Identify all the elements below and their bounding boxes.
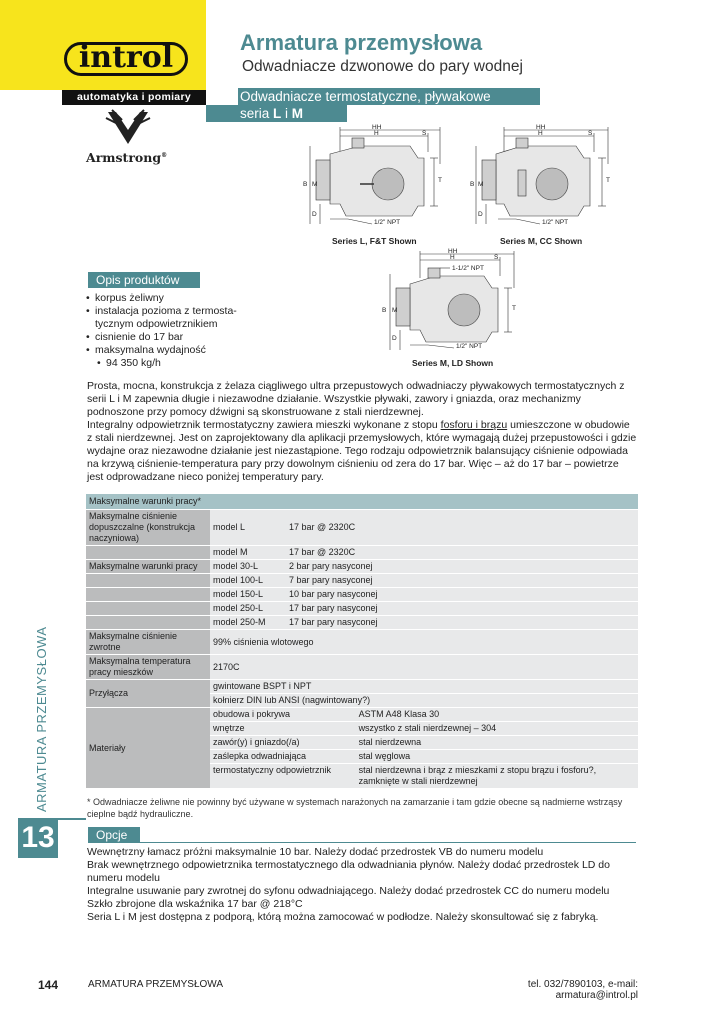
svg-text:D: D xyxy=(478,211,483,218)
footnote: * Odwadniacze żeliwne nie powinny być używane w systemach narażonych na zamarzanie i tam gdzie obecne są nadmierne wstrząsy cieplne bądź hydrauliczne. xyxy=(87,797,623,819)
svg-text:H: H xyxy=(538,130,543,137)
diagram-caption: Series M, LD Shown xyxy=(412,358,494,368)
footer-contact: tel. 032/7890103, e-mail: armatura@introl.pl xyxy=(527,979,638,1001)
svg-text:S: S xyxy=(494,254,499,261)
series-heading-line2: seria L i M xyxy=(240,106,304,121)
table-cell: ASTM A48 Klasa 30 xyxy=(356,708,638,722)
table-cell: 17 bar @ 2320C xyxy=(286,510,638,546)
table-cell: model 100-L xyxy=(210,574,286,588)
section-tag-opcje: Opcje xyxy=(88,827,140,843)
section-tag-opis: Opis produktów xyxy=(88,272,200,288)
table-cell: 10 bar pary nasyconej xyxy=(286,588,638,602)
table-cell: model 150-L xyxy=(210,588,286,602)
svg-text:1/2" NPT: 1/2" NPT xyxy=(456,343,483,350)
svg-text:B: B xyxy=(470,181,475,188)
svg-text:D: D xyxy=(312,211,317,218)
armstrong-logo-icon xyxy=(102,108,154,146)
svg-text:1/2" NPT: 1/2" NPT xyxy=(374,219,401,226)
row-label: Maksymalne warunki pracy xyxy=(86,560,210,574)
page-subtitle: Odwadniacze dzwonowe do pary wodnej xyxy=(242,58,523,75)
svg-text:1/2" NPT: 1/2" NPT xyxy=(542,219,569,226)
table-cell: model 250-L xyxy=(210,602,286,616)
row-label: Maksymalna temperatura pracy mieszków xyxy=(86,655,210,680)
svg-text:B: B xyxy=(382,307,387,314)
diagram-caption: Series M, CC Shown xyxy=(500,236,583,246)
table-cell: 17 bar pary nasyconej xyxy=(286,616,638,630)
options-list xyxy=(87,846,642,924)
row-label: Materiały xyxy=(86,708,210,789)
list-item: • maksymalna wydajność xyxy=(86,344,286,357)
list-item: Szkło zbrojone dla wskaźnika 17 bar @ 218°C xyxy=(87,898,303,910)
specs-table xyxy=(86,494,638,789)
tagline: automatyka i pomiary xyxy=(62,90,206,105)
product-description xyxy=(87,380,637,484)
page-number: 144 xyxy=(38,978,59,992)
table-cell: zaślepka odwadniająca xyxy=(210,750,356,764)
list-item: • instalacja pozioma z termosta-tycznym odpowietrznikiem xyxy=(86,305,255,331)
table-cell: model 30-L xyxy=(210,560,286,574)
list-item: Integralne usuwanie pary zwrotnej do syfonu odwadniającego. Należy dodać przedrostek CC do numeru modelu xyxy=(87,885,610,897)
section-rule xyxy=(88,842,636,843)
svg-text:S: S xyxy=(588,130,593,137)
svg-text:T: T xyxy=(438,177,442,184)
svg-text:M: M xyxy=(478,181,484,188)
row-label: Przyłącza xyxy=(86,680,210,708)
table-cell: wnętrze xyxy=(210,722,356,736)
armstrong-logo-text: Armstrong® xyxy=(86,150,168,165)
table-cell: obudowa i pokrywa xyxy=(210,708,356,722)
svg-text:HH: HH xyxy=(448,248,458,255)
list-item: Brak wewnętrznego odpowietrznika termostatycznego dla odwadniania płynów. Należy dodać przedrostek LD do numeru modelu xyxy=(87,859,610,884)
introl-logo: introl xyxy=(78,40,174,75)
svg-text:H: H xyxy=(450,254,455,261)
row-label: Maksymalne ciśnienie zwrotne xyxy=(86,630,210,655)
paragraph: Integralny odpowietrznik termostatyczny zawiera mieszki wykonane z stopu fosforu i brązu umieszczone w obudowie z stali nierdzewnej. Jest on zaprojektowany dla aplikacji przemysłowych, które wymagają dużej przepustowości i gdzie wydajne oraz niezawodne działanie jest niezastąpione. Tego rodzaju odpowietrznik balansujący ciśnienie odpowiada na krzywą ciśnienie-temperatura pary przy dowolnym ciśnieniu od zera do 17 bar. Więc – aż do 17 bar – powietrze jest odprowadzane nieco poniżej temperatury pary. xyxy=(87,419,637,483)
svg-text:D: D xyxy=(392,335,397,342)
table-cell: model L xyxy=(210,510,286,546)
table-cell: model 250-M xyxy=(210,616,286,630)
table-cell: gwintowane BSPT i NPT xyxy=(210,680,638,694)
capacity-value: • 94 350 kg/h xyxy=(86,357,286,370)
side-tab-rule xyxy=(56,818,86,820)
diagram-series-m-ld xyxy=(380,248,530,372)
svg-text:S: S xyxy=(422,130,427,137)
table-cell: 17 bar @ 2320C xyxy=(286,546,638,560)
table-cell: wszystko z stali nierdzewnej – 304 xyxy=(356,722,638,736)
table-cell: stal nierdzewna i brąz z mieszkami z stopu brązu i fosforu?, zamknięte w stali nierdzewnej xyxy=(356,764,638,789)
table-cell: 2170C xyxy=(210,655,638,680)
table-cell: kołnierz DIN lub ANSI (nagwintowany?) xyxy=(210,694,638,708)
diagram-series-m-cc xyxy=(468,124,618,248)
diagram-series-l xyxy=(300,124,450,248)
svg-text:1-1/2" NPT: 1-1/2" NPT xyxy=(452,265,484,272)
footer-section: ARMATURA PRZEMYSŁOWA xyxy=(88,979,224,990)
list-item: • cisnienie do 17 bar xyxy=(86,331,286,344)
svg-text:B: B xyxy=(303,181,308,188)
page-title: Armatura przemysłowa xyxy=(240,30,483,55)
table-cell: 7 bar pary nasyconej xyxy=(286,574,638,588)
table-cell: 17 bar pary nasyconej xyxy=(286,602,638,616)
svg-text:HH: HH xyxy=(372,124,382,131)
list-item: Wewnętrzny łamacz próżni maksymalnie 10 bar. Należy dodać przedrostek VB do numeru modelu xyxy=(87,846,544,858)
table-cell: stal nierdzewna xyxy=(356,736,638,750)
list-item: Seria L i M jest dostępna z podporą, którą można zamocować w podłodze. Należy skonsultować się z fabryką. xyxy=(87,911,599,923)
svg-text:H: H xyxy=(374,130,379,137)
side-tab-label: ARMATURA PRZEMYSŁOWA xyxy=(34,626,49,812)
svg-text:M: M xyxy=(312,181,318,188)
feature-list xyxy=(86,292,286,370)
table-cell: termostatyczny odpowietrznik xyxy=(210,764,356,789)
row-label: Maksymalne ciśnienie dopuszczalne (konstrukcja naczyniowa) xyxy=(86,510,210,546)
paragraph: Prosta, mocna, konstrukcja z żelaza ciągliwego ultra przepustowych odwadniaczy pływakowych termostatycznych z serii L i M zapewnia długie i niezawodne działanie. Wszystkie pływaki, zawory i gniazda, oraz mechanizmy podnoszone przy pomocy dźwigni są skonstruowane z stali nierdzewnej. xyxy=(87,380,625,418)
side-tab-number: 13 xyxy=(18,818,58,858)
table-cell: stal węglowa xyxy=(356,750,638,764)
table-cell: 99% ciśnienia wlotowego xyxy=(210,630,638,655)
diagram-caption: Series L, F&T Shown xyxy=(332,236,417,246)
series-heading-line1: Odwadniacze termostatyczne, pływakowe xyxy=(240,89,491,104)
table-cell: zawór(y) i gniazdo(/a) xyxy=(210,736,356,750)
svg-text:T: T xyxy=(606,177,610,184)
svg-text:M: M xyxy=(392,307,398,314)
section-rule xyxy=(88,287,200,288)
table-cell: model M xyxy=(210,546,286,560)
svg-text:HH: HH xyxy=(536,124,546,131)
table-cell: 2 bar pary nasyconej xyxy=(286,560,638,574)
svg-text:T: T xyxy=(512,305,516,312)
table-header: Maksymalne warunki pracy* xyxy=(86,494,638,510)
list-item: • korpus żeliwny xyxy=(86,292,286,305)
